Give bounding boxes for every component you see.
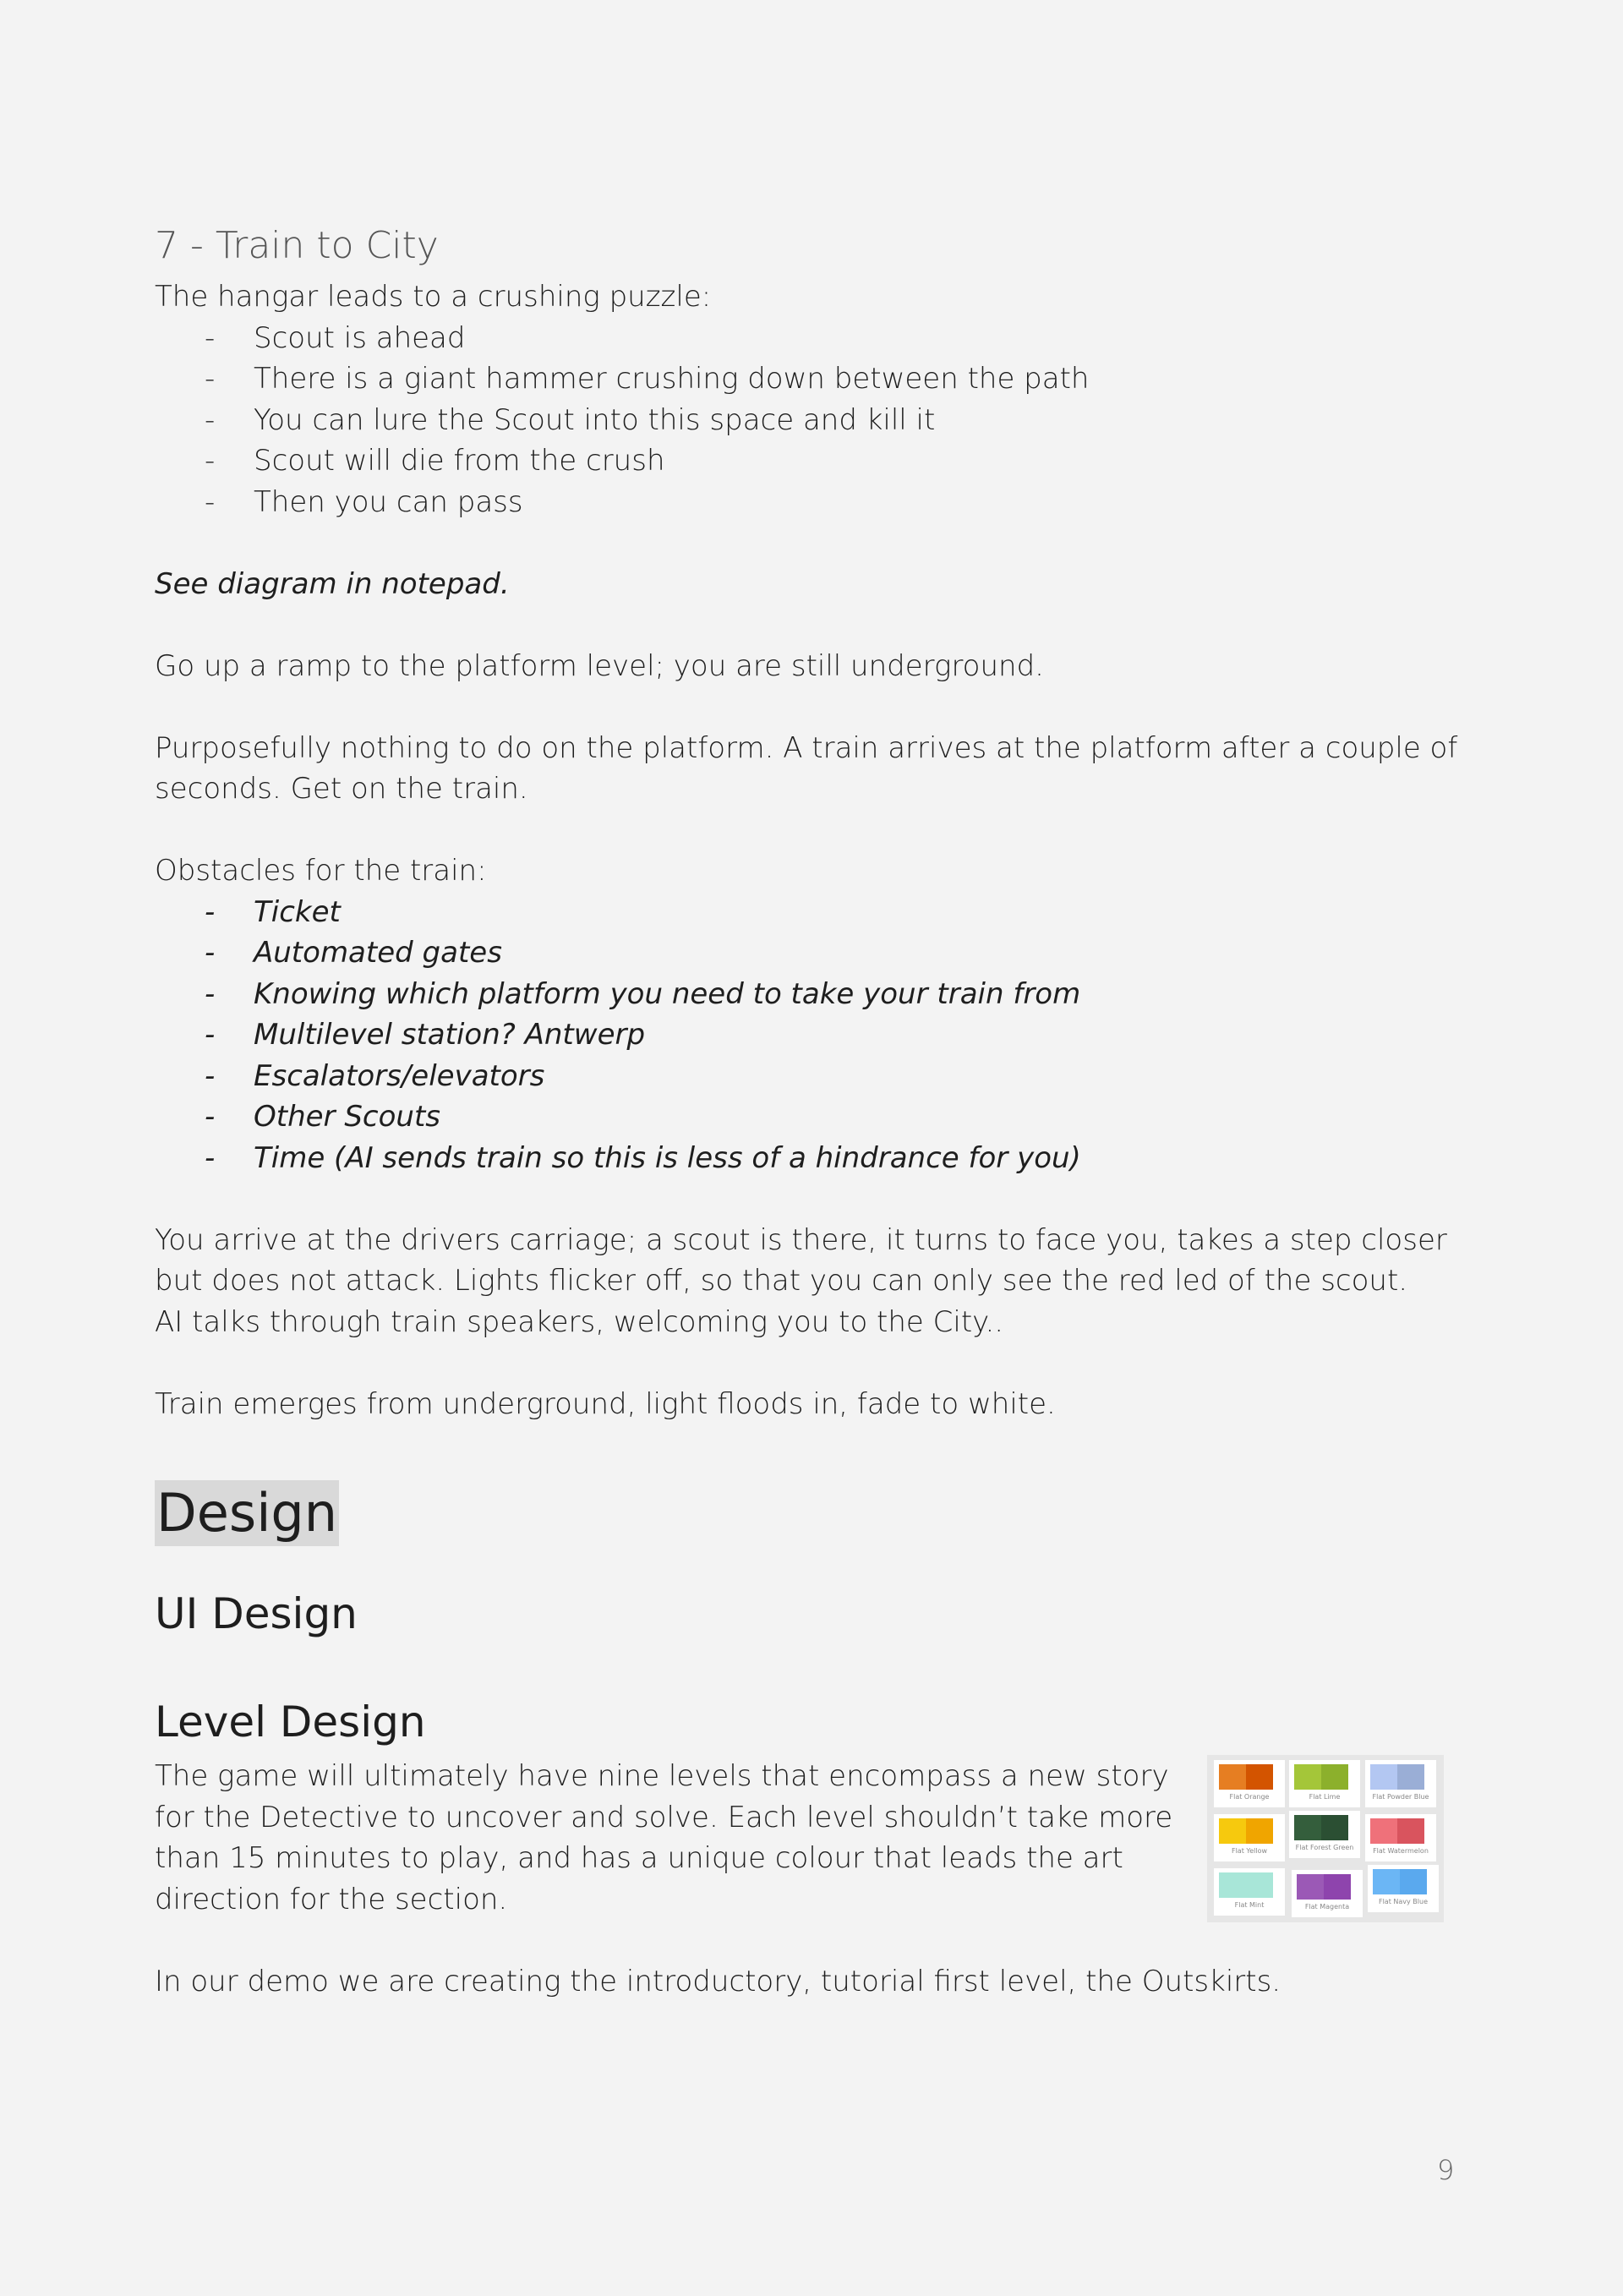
ramp-paragraph: Go up a ramp to the platform level; you are still underground. — [155, 648, 1044, 683]
swatch-magenta — [1292, 1870, 1363, 1917]
arrive-paragraph: You arrive at the drivers carriage; a scout is there, it turns to face you, takes a step closer but does not attack. Lights flicker off, so that you can only see the red led of the scout. — [155, 1222, 1447, 1298]
level-design-block — [155, 1756, 1473, 1920]
swatch-navy-blue — [1368, 1865, 1439, 1912]
swatch-label: Flat Yellow — [1231, 1847, 1268, 1855]
swatch-powder-blue — [1365, 1760, 1436, 1807]
list-item: - There is a giant hammer crushing down between the path — [155, 358, 1473, 400]
swatch-color-b — [1321, 1764, 1348, 1790]
puzzle-list — [155, 318, 1473, 523]
list-item: - Then you can pass — [155, 482, 1473, 523]
swatch-label: Flat Watermelon — [1373, 1847, 1429, 1855]
ui-design-heading: UI Design — [155, 1589, 358, 1638]
list-item: - Knowing which platform you need to take your train from — [155, 974, 1473, 1015]
swatch-color-a — [1294, 1764, 1321, 1790]
swatch-color-a — [1370, 1818, 1397, 1844]
swatch-color-b — [1246, 1872, 1273, 1898]
swatch-color-b — [1397, 1764, 1424, 1790]
swatch-color-b — [1324, 1874, 1351, 1900]
page-content — [155, 216, 1473, 2002]
ai-talks-paragraph: AI talks through train speakers, welcoming you to the City.. — [155, 1304, 1004, 1339]
list-item: - Scout will die from the crush — [155, 440, 1473, 482]
list-item: - Scout is ahead — [155, 318, 1473, 359]
obstacles-list — [155, 892, 1473, 1179]
swatch-color-b — [1321, 1815, 1348, 1840]
list-item: - Time (AI sends train so this is less of a hindrance for you) — [155, 1138, 1473, 1179]
demo-paragraph: In our demo we are creating the introductory, tutorial first level, the Outskirts. — [155, 1964, 1281, 1998]
level-design-heading: Level Design — [155, 1697, 426, 1747]
swatch-mint — [1214, 1868, 1285, 1916]
list-item: - Automated gates — [155, 932, 1473, 974]
swatch-color-a — [1219, 1764, 1246, 1790]
swatch-color-a — [1219, 1818, 1246, 1844]
list-item: - Ticket — [155, 892, 1473, 933]
swatch-color-b — [1246, 1764, 1273, 1790]
hangar-intro: The hangar leads to a crushing puzzle: — [155, 280, 712, 314]
list-item: - Multilevel station? Antwerp — [155, 1014, 1473, 1056]
swatch-color-a — [1297, 1874, 1324, 1900]
list-item: - You can lure the Scout into this space and kill it — [155, 400, 1473, 441]
swatch-label: Flat Mint — [1234, 1901, 1265, 1909]
emerge-paragraph: Train emerges from underground, light floods in, fade to white. — [155, 1386, 1056, 1421]
page-number: 9 — [1437, 2154, 1455, 2186]
diagram-note: See diagram in notepad. — [155, 566, 510, 601]
obstacles-intro: Obstacles for the train: — [155, 854, 487, 888]
list-item: - Escalators/elevators — [155, 1056, 1473, 1097]
swatch-color-a — [1370, 1764, 1397, 1790]
swatch-label: Flat Magenta — [1304, 1903, 1350, 1911]
swatch-label: Flat Navy Blue — [1378, 1898, 1428, 1905]
colour-swatch-image — [1207, 1755, 1444, 1922]
swatch-forest-green — [1289, 1811, 1360, 1858]
swatch-lime — [1289, 1760, 1360, 1807]
swatch-color-b — [1246, 1818, 1273, 1844]
swatch-color-a — [1219, 1872, 1246, 1898]
design-heading-wrap — [155, 1480, 1473, 1563]
swatch-color-b — [1400, 1869, 1427, 1894]
swatch-yellow — [1214, 1814, 1285, 1861]
swatch-label: Flat Powder Blue — [1372, 1793, 1429, 1801]
section-heading-train-to-city: 7 - Train to City — [155, 224, 439, 267]
list-item: - Other Scouts — [155, 1096, 1473, 1138]
swatch-label: Flat Forest Green — [1295, 1844, 1354, 1851]
swatch-color-a — [1294, 1815, 1321, 1840]
level-design-paragraph: The game will ultimately have nine levels that encompass a new story for the Detective to uncover and solve. Each level shouldn’t take more than 15 minutes to play, and has a unique colour that leads the art direction for the section. — [155, 1759, 1173, 1916]
design-heading: Design — [155, 1480, 339, 1546]
swatch-color-a — [1373, 1869, 1400, 1894]
swatch-label: Flat Lime — [1309, 1793, 1341, 1801]
swatch-orange — [1214, 1760, 1285, 1807]
swatch-label: Flat Orange — [1229, 1793, 1270, 1801]
swatch-color-b — [1397, 1818, 1424, 1844]
swatch-watermelon — [1365, 1814, 1436, 1861]
platform-paragraph: Purposefully nothing to do on the platform. A train arrives at the platform after a couple of seconds. Get on the train. — [155, 730, 1458, 806]
